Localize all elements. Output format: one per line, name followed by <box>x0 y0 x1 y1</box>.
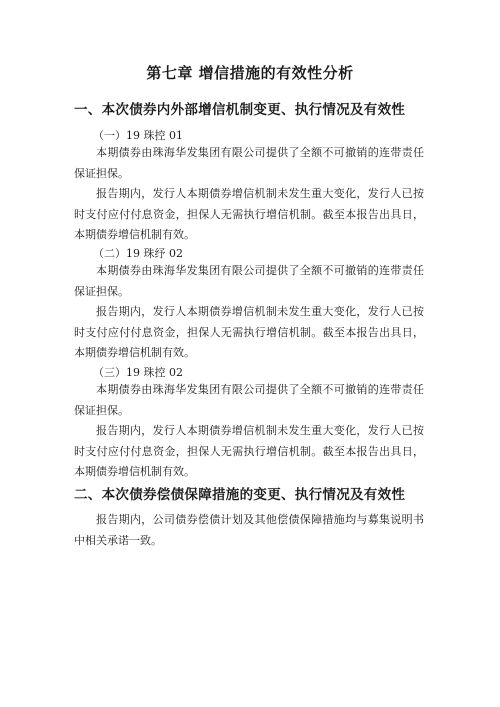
subsection-2-guarantee-paragraph: 本期债券由珠海华发集团有限公司提供了全额不可撤销的连带责任保证担保。 <box>74 264 424 298</box>
section-1-heading: 一、本次债券内外部增信机制变更、执行情况及有效性 <box>74 102 406 118</box>
subsection-2-title: （二）19 珠纾 02 <box>93 247 183 260</box>
subsection-1-title: （一）19 珠控 01 <box>93 129 183 142</box>
subsection-2-status-paragraph: 报告期内，发行人本期债券增信机制未发生重大变化，发行人已按时支付应付付息资金，担保人无需执行增信机制。截至本报告出具日，本期债券增信机制有效。 <box>74 305 424 359</box>
subsection-1-guarantee-paragraph: 本期债券由珠海华发集团有限公司提供了全额不可撤销的连带责任保证担保。 <box>74 146 424 180</box>
subsection-3-status-paragraph: 报告期内，发行人本期债券增信机制未发生重大变化，发行人已按时支付应付付息资金，担保人无需执行增信机制。截至本报告出具日，本期债券增信机制有效。 <box>74 424 424 478</box>
subsection-3-title: （三）19 珠控 02 <box>93 366 183 379</box>
subsection-3-guarantee-paragraph: 本期债券由珠海华发集团有限公司提供了全额不可撤销的连带责任保证担保。 <box>74 383 424 417</box>
subsection-1-status-paragraph: 报告期内，发行人本期债券增信机制未发生重大变化，发行人已按时支付应付付息资金，担保人无需执行增信机制。截至本报告出具日，本期债券增信机制有效。 <box>74 187 424 241</box>
section-2-paragraph: 报告期内，公司债券偿债计划及其他偿债保障措施均与募集说明书中相关承诺一致。 <box>74 513 424 547</box>
section-2-heading: 二、本次债券偿债保障措施的变更、执行情况及有效性 <box>74 487 406 503</box>
chapter-title: 第七章 增信措施的有效性分析 <box>146 64 354 82</box>
